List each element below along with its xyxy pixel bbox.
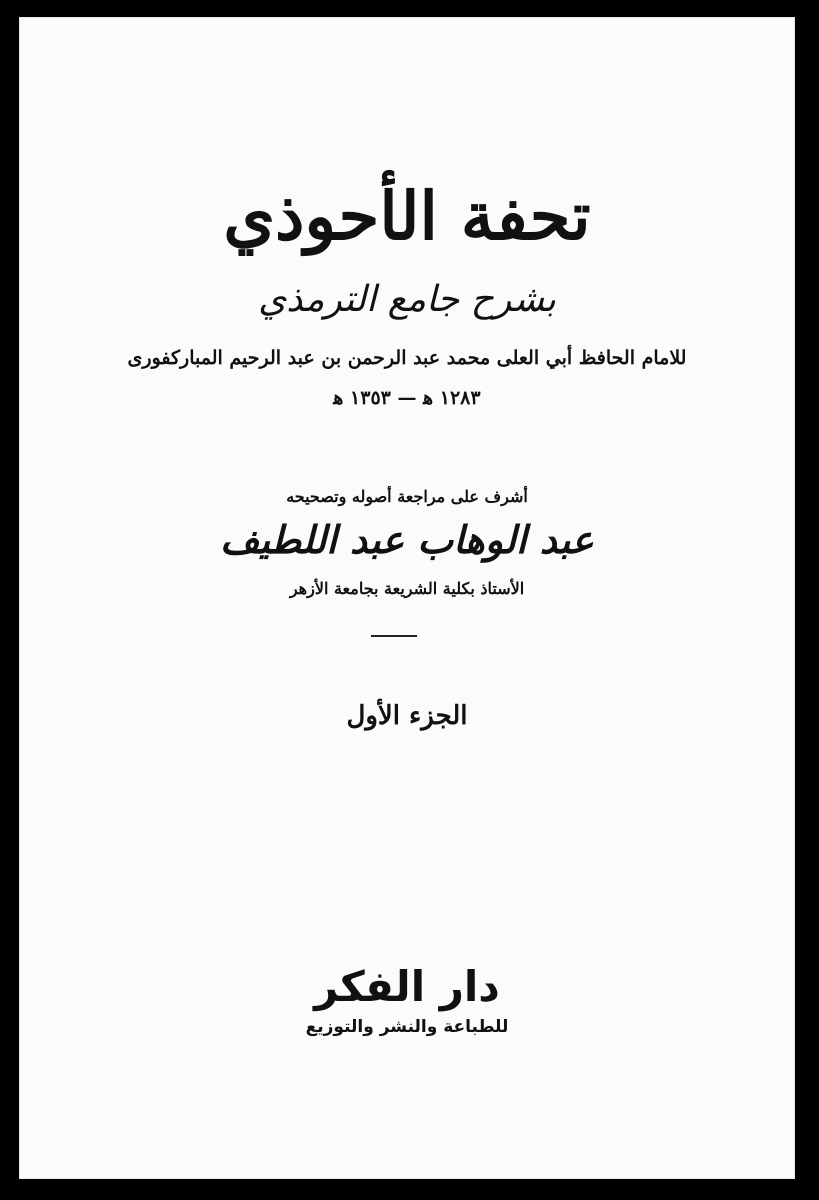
title-page [19, 17, 795, 1179]
section-divider [371, 635, 417, 637]
editor-title: الأستاذ بكلية الشريعة بجامعة الأزهر [289, 579, 525, 598]
publisher-name: دار الفكر [314, 962, 500, 1011]
publisher-tagline: للطباعة والنشر والتوزيع [305, 1017, 509, 1037]
book-title: تحفة الأحوذي [223, 177, 591, 255]
supervision-line: أشرف على مراجعة أصوله وتصحيحه [286, 487, 528, 506]
volume-label: الجزء الأول [346, 701, 468, 731]
book-subtitle: بشرح جامع الترمذي [258, 279, 556, 320]
author-line: للامام الحافظ أبي العلى محمد عبد الرحمن بن عبد الرحيم المباركفورى [127, 347, 687, 369]
author-dates: ١٢٨٣ ﻫ — ١٣٥٣ ﻫ [333, 387, 481, 409]
editor-name: عبد الوهاب عبد اللطيف [220, 517, 594, 562]
